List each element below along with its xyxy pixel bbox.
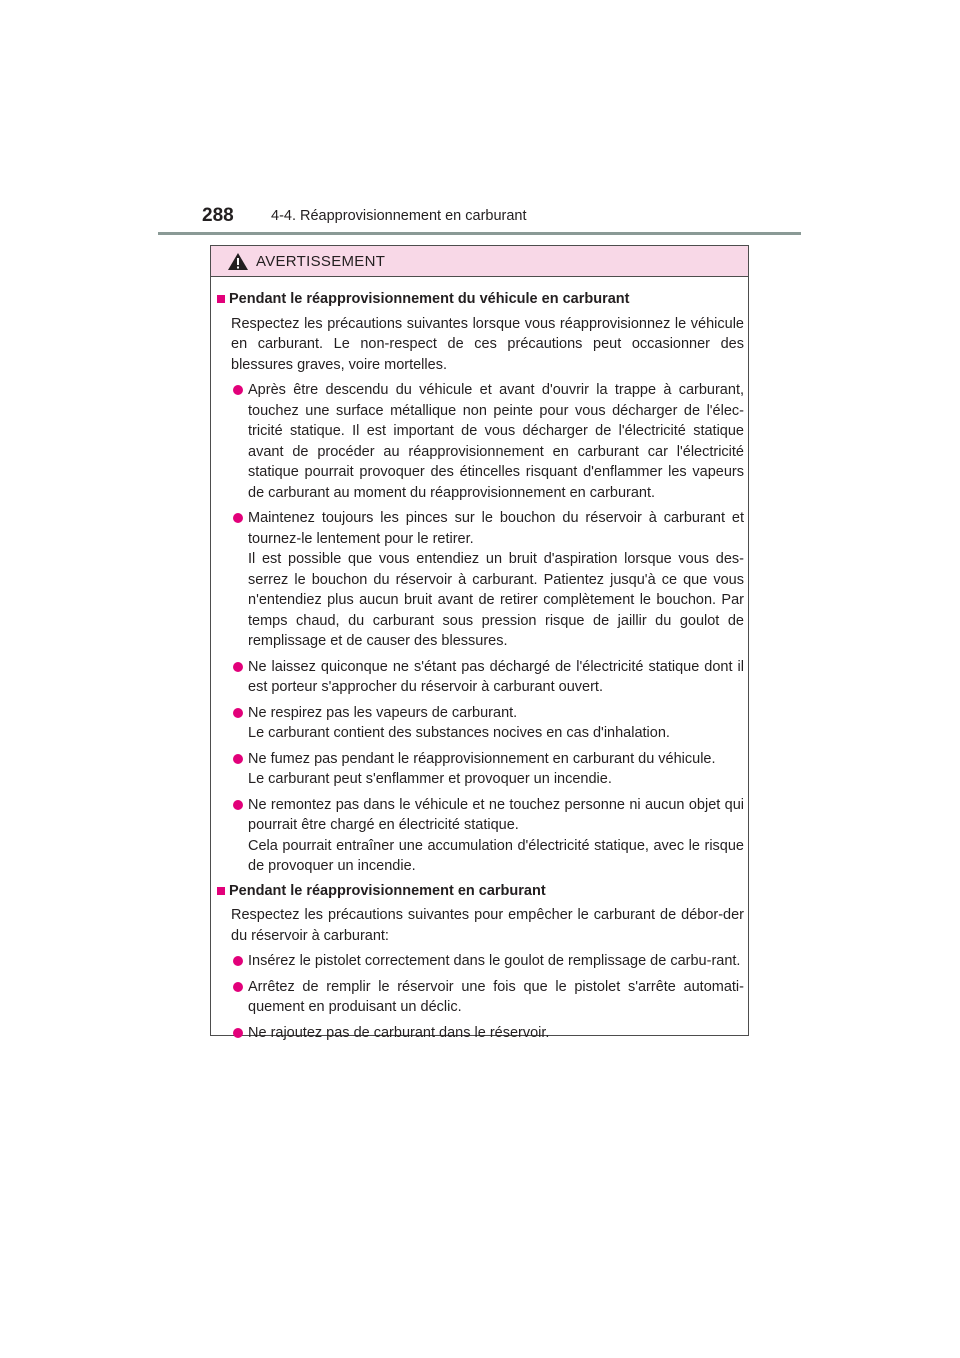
section-heading-text: Pendant le réapprovisionnement en carburant [229,882,546,899]
section-heading-refueling [217,881,744,902]
warning-content [217,289,744,1043]
list-item [217,749,744,790]
list-item-text: Ne remontez pas dans le véhicule et ne touchez personne ni aucun objet qui pourrait être chargé en électricité statique. Cela pourrait entraîner une accumulation d'électricité statique, avec le risque de provoquer un incendie. [248,796,744,874]
list-item [217,795,744,877]
list-item [217,951,744,972]
chapter-title: 4-4. Réapprovisionnement en carburant [271,208,527,224]
bullet-dot-icon [233,513,243,523]
section-intro: Respectez les précautions suivantes pour empêcher le carburant de débor-der du réservoir à carburant: [231,907,744,944]
list-item-text: Ne fumez pas pendant le réapprovisionnement en carburant du véhicule. Le carburant peut s'enflammer et provoquer un incendie. [248,750,716,787]
list-item [217,657,744,698]
list-item [217,508,744,652]
list-item-text: Ne rajoutez pas de carburant dans le réservoir. [248,1024,550,1041]
bullet-dot-icon [233,708,243,718]
bullet-dot-icon [233,800,243,810]
warning-box [210,245,749,1041]
square-marker-icon [217,887,225,895]
header-rule [158,232,801,235]
list-item [217,1023,744,1044]
bullet-dot-icon [233,956,243,966]
warning-triangle-icon [227,252,249,271]
list-item [217,977,744,1018]
list-item-text: Ne respirez pas les vapeurs de carburant. Le carburant contient des substances nocives en cas d'inhalation. [248,704,670,741]
list-item [217,380,744,503]
bullet-dot-icon [233,662,243,672]
list-item-text: Insérez le pistolet correctement dans le goulot de remplissage de carbu-rant. [248,953,741,969]
bullet-dot-icon [233,982,243,992]
bullet-dot-icon [233,754,243,764]
list-item-text: Ne laissez quiconque ne s'étant pas déchargé de l'électricité statique dont il est porteur s'approcher du réservoir à carburant ouvert. [248,658,744,695]
bullet-dot-icon [233,1028,243,1038]
section-heading-text: Pendant le réapprovisionnement du véhicule en carburant [229,291,630,307]
page-number: 288 [202,205,234,226]
square-marker-icon [217,295,225,303]
bullet-dot-icon [233,385,243,395]
list-item-text: Après être descendu du véhicule et avant d'ouvrir la trappe à carburant, touchez une surface métallique non peinte pour vous décharger de l'élec-tricité statique. Il est important de vous décharger de l'électricité statique avant de procéder au réapprovisionnement en carburant car l'électricité statique pourrait provoquer des étincelles risquant d'enflammer les vapeurs de carburant au moment du réapprovisionnement en carburant. [248,382,744,501]
list-item-text: Maintenez toujours les pinces sur le bouchon du réservoir à carburant et tournez-le lentement pour le retirer. Il est possible que vous entendiez un bruit d'aspiration lorsque vous des-serrez le bouchon du réservoir à carburant. Patientez jusqu'à ce que vous n'entendiez plus aucun bruit avant de retirer complètement le bouchon. Par temps chaud, du carburant sous pression risque de jaillir du goulot de remplissage et de causer des blessures. [248,510,744,649]
warning-title: AVERTISSEMENT [256,252,386,270]
list-item-text: Arrêtez de remplir le réservoir une fois que le pistolet s'arrête automati-quement en produisant un déclic. [248,978,744,1015]
section-intro: Respectez les précautions suivantes lorsque vous réapprovisionnez le véhicule en carburant. Le non-respect de ces précautions peut occasionner des blessures graves, voire mortelles. [231,315,744,373]
warning-header [211,246,748,277]
section-heading-refueling-vehicle [217,289,744,310]
list-item [217,703,744,744]
